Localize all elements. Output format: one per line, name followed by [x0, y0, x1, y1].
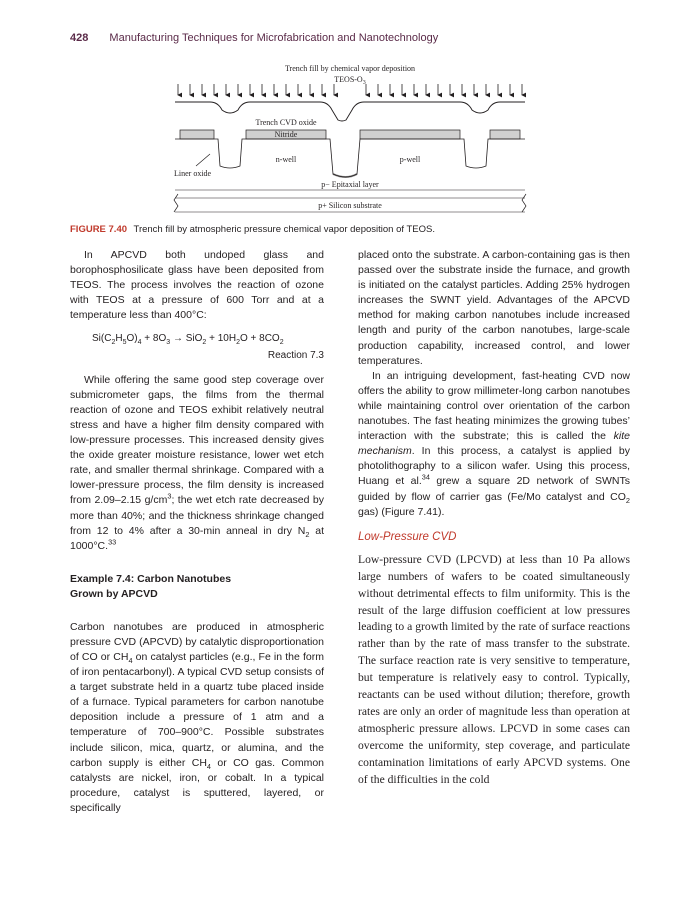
- liner-pointer: [196, 154, 210, 166]
- substrate-label: p+ Silicon substrate: [318, 201, 382, 210]
- silicon-wells: [175, 139, 525, 177]
- paragraph-apcvd-advantages: placed onto the substrate. A carbon-containing gas is then passed over the substrate inside the furnace, and growth is initiated on the catalyst particles. Adding 25% hydrogen increases the SWNT yield. Advantages of the APCVD method for making carbon nanotubes include increased length and purity of the carbon nanotubes, large-scale production capability, increased control, and lower temperatures.: [358, 249, 630, 367]
- example-title: Example 7.4: Carbon Nanotubes Grown by APCVD: [70, 572, 232, 600]
- right-column: [358, 248, 630, 788]
- pwell-label: p-well: [399, 155, 421, 164]
- left-column: [70, 248, 324, 816]
- paragraph-kite-mechanism: In an intriguing development, fast-heating CVD now offers the ability to grow millimeter-long carbon nanotubes while maintaining control over orientation of the carbon nanotubes. The fast heating minimizes the growing tubes’ interaction with the substrate; this is called the kite mechanism. In this process, a catalyst is applied by photolithography to a silicon wafer. Using this process, Huang et al.$^{34}$ grew a square 2D network of SWNTs guided by flow of carrier gas (Fe/Mo catalyst and $CO_2$ gas) (Figure 7.41).: [358, 369, 630, 518]
- running-title: Manufacturing Techniques for Microfabrication and Nanotechnology: [109, 32, 439, 44]
- figure-title: Trench fill by chemical vapor deposition: [284, 64, 416, 73]
- trench-fill-diagram: [170, 62, 530, 222]
- paragraph-film-density: While offering the same good step coverage over submicrometer gaps, the films from the thermal reaction of ozone and TEOS exhibit relatively neutral stress and have a higher film density compared with low-pressure processes. This increased density gives the oxide greater moisture resistance, lower wet etch rate, and smaller thermal shrinkage. Compared with a lower-pressure process, the film density is increased from 2.09–2.15 $g/cm^3$; the wet etch rate decreased by more than 40%; and the thickness shrinkage changed from 12 to 4% after a 30-min anneal in dry $N_2$ at 1000°C.$^{33}$: [70, 373, 324, 552]
- trench-oxide-label: Trench CVD oxide: [255, 118, 317, 127]
- nitride-label: Nitride: [274, 130, 298, 139]
- paragraph-carbon-nanotubes: Carbon nanotubes are produced in atmospheric pressure CVD (APCVD) by catalytic disproportionation of CO or $CH_4$ on catalyst particles (e.g., Fe in the form of iron pentacarbonyl). A typical CVD setup consists of a target substrate held in a quartz tube placed inside of a furnace. Typical parameters for carbon nanotube deposition include a pressure of 1 atm and a temperature of 700–900°C. Possible substrates include silicon, mica, quartz, or alumina, and the carbon supply is either $CH_4$ or CO gas. Common catalysts are nickel, iron, or cobalt. In a typical procedure, catalyst is sputtered, layered, or specifically: [70, 620, 324, 814]
- running-header: [70, 32, 438, 44]
- paragraph-lpcvd: Low-pressure CVD (LPCVD) at less than 10 Pa allows large numbers of wafers to be coated simultaneously without detrimental effects to film uniformity. This is the result of the large diffusion coefficient at low pressures leading to a growth limited by the rate of surface reactions rather than by the rate of mass transfer to the substrate. The surface reaction rate is very sensitive to temperature, but temperature is relatively easy to control. Typically, reactants can be used without dilution; therefore, growth rates are only an order of magnitude less than operation at atmospheric pressure allows. LPCVD in some cases can overcome the uniformity, step coverage, and particulate contamination limitations of early APCVD systems. One of the difficulties in the cold: [358, 552, 630, 786]
- caption-text: Trench fill by atmospheric pressure chemical vapor deposition of TEOS.: [133, 224, 435, 235]
- epi-layer-label: p− Epitaxial layer: [321, 180, 379, 189]
- page-number: 428: [70, 32, 89, 44]
- reaction-number: Reaction 7.3: [267, 349, 324, 361]
- section-heading-lpcvd: Low-Pressure CVD: [358, 530, 457, 543]
- reaction-equation: $Si(C_2H_5O)_4 + 8O_3 \to SiO_2 + 10H_2O + 8CO_2$: [92, 333, 284, 347]
- deposition-arrows: [178, 84, 522, 95]
- paragraph-apcvd-teos: In APCVD both undoped glass and borophosphosilicate glass have been deposited from TEOS. The process involves the reaction of ozone with TEOS at a pressure of 600 Torr and at a temperature less than 400°C:: [70, 249, 324, 322]
- liner-oxide-label: Liner oxide: [174, 169, 212, 178]
- figure-label: FIGURE 7.40: [70, 224, 128, 235]
- figure-caption: [70, 224, 630, 235]
- teos-label: TEOS-$O_3$: [334, 75, 366, 86]
- figure-7-40: [170, 62, 530, 222]
- nitride-pads: [180, 130, 520, 139]
- nwell-label: n-well: [275, 155, 297, 164]
- cvd-oxide-surface: [175, 102, 525, 121]
